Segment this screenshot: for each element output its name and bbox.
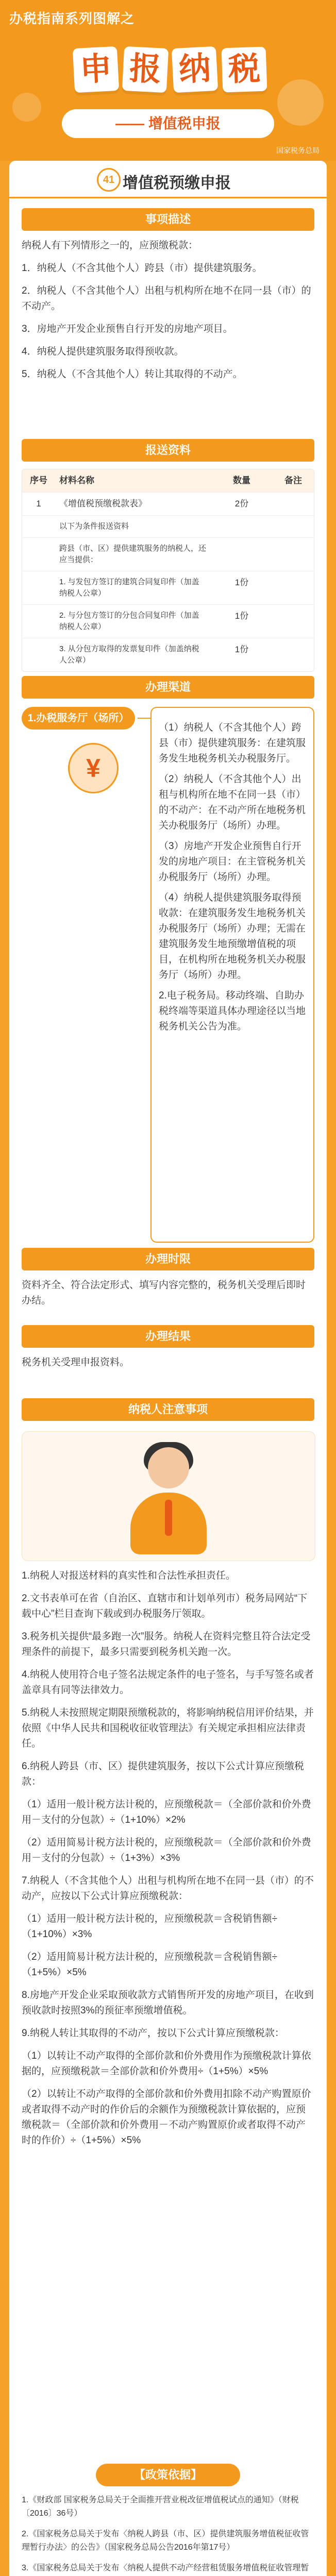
table-row (22, 492, 314, 515)
decor-circle-right (277, 79, 324, 126)
table-cell: 3. 从分包方取得的发票复印件（加盖纳税人公章） (59, 645, 199, 665)
policy-line-1: 1.《财政部 国家税务总局关于全面推开营业税改征增值税试点的通知》（财税〔2016〕36号） (22, 2496, 299, 2518)
person-illustration (22, 1431, 315, 1561)
table-cell (273, 538, 314, 571)
table-cell (273, 516, 314, 537)
hero (0, 32, 336, 161)
flow-connector (138, 718, 151, 719)
table-cell: 1份 (234, 611, 249, 621)
table-cell: 2份 (234, 499, 249, 509)
desc-line-2: 1．纳税人（不含其他个人）跨县（市）提供建筑服务。 (22, 263, 262, 274)
table-row (22, 515, 314, 537)
table-header-cell: 备注 (284, 476, 302, 485)
channel-line-2: （2）纳税人（不含其他个人）出租与机构所在地不在同一县（市）的不动产：在不动产所在地税务机关办税服务厅（场所）办理。 (159, 774, 306, 831)
table-row (22, 571, 314, 604)
table-cell: 1份 (234, 645, 249, 654)
hero-char-2: 报 (122, 46, 169, 93)
table-cell: 以下为条件报送资料 (59, 522, 129, 531)
notes-line-9: 7.纳税人（不含其他个人）出租与机构所在地不在同一县（市）的不动产，应按以下公式计算应预缴税款： (22, 1875, 314, 1902)
section-notes (22, 1387, 314, 2148)
table-cell (22, 605, 55, 638)
table-cell (22, 538, 55, 571)
section-title: 事项描述 (22, 208, 314, 231)
hero-char-3: 纳 (172, 46, 218, 93)
notes-line-6: 6.纳税人跨县（市、区）提供建筑服务，按以下公式计算应预缴税款： (22, 1761, 304, 1787)
table-cell (22, 516, 55, 537)
section-title: 报送资料 (22, 439, 314, 462)
desc-line-6: 5．纳税人（不含其他个人）转让其取得的不动产。 (22, 369, 243, 380)
notes-line-1: 1.纳税人对报送材料的真实性和合法性承担责任。 (22, 1570, 236, 1581)
table-cell (273, 638, 314, 671)
hero-subtitle: —— 增值税申报 (62, 109, 274, 138)
table-row (22, 638, 314, 671)
notes-line-14: （1）以转让不动产取得的全部价款和价外费用作为预缴税款计算依据的，应预缴税款＝全部价款和价外费用÷（1+5%）×5% (22, 2050, 311, 2077)
table-cell (273, 571, 314, 604)
table-header-cell: 序号 (30, 476, 47, 485)
table-cell (211, 516, 273, 537)
section-title: 办理时限 (22, 1248, 314, 1270)
notes-line-5: 5.纳税人未按照规定期限预缴税款的，将影响纳税信用评价结果，并依照《中华人民共和国税收征收管理法》有关规定承担相应法律责任。 (22, 1707, 314, 1749)
table-row (22, 604, 314, 638)
time-line-1: 资料齐全、符合法定形式、填写内容完整的，税务机关受理后即时办结。 (22, 1280, 306, 1306)
channel-pill: 1.办税服务厅（场所） (22, 707, 135, 730)
person-tie (165, 1500, 172, 1536)
materials-table (22, 469, 314, 672)
hero-char-1: 申 (73, 46, 119, 93)
content-card (9, 161, 327, 2576)
channel-line-5: 2.电子税务局。移动终端、自助办税终端等渠道具体办理途径以当地税务机关公告为准。 (159, 990, 306, 1032)
section-title: 纳税人注意事项 (22, 1398, 314, 1421)
table-cell: 1 (36, 499, 41, 509)
notes-line-12: 8.房地产开发企业采取预收款方式销售所开发的房地产项目，在收到预收款时按照3%的预征率预缴增值税。 (22, 1990, 314, 2016)
brand-main: 办税指南系列图解之 (9, 11, 135, 26)
channel-box (150, 707, 314, 1243)
desc-line-5: 4．纳税人提供建筑服务取得预收款。 (22, 346, 184, 357)
section-materials (22, 439, 314, 672)
decor-circle-left (12, 93, 41, 122)
table-cell (22, 638, 55, 671)
notes-line-8: （2）适用简易计税方法计税的，应预缴税款＝（全部价款和价外费用－支付的分包款）÷（1+3%）×3% (22, 1837, 311, 1863)
notes-line-10: （1）适用一般计税方法计税的，应预缴税款＝含税销售额÷（1+10%）×3% (22, 1913, 277, 1940)
policy-line-2: 2.《国家税务总局关于发布〈纳税人跨县（市、区）提供建筑服务增值税征收管理暂行办法〉的公告》（国家税务总局公告2016年第17号） (22, 2530, 309, 2552)
notes-line-2: 2.文书表单可在省（自治区、直辖市和计划单列市）税务局网站“下载中心”栏目查询下载或到办税服务厅领取。 (22, 1593, 308, 1619)
hero-tag: 国家税务总局 (276, 146, 320, 155)
section-description (22, 208, 314, 382)
table-cell (211, 538, 273, 571)
hero-char-4: 税 (222, 47, 267, 93)
section-time (22, 1248, 314, 1309)
money-bag-icon (68, 743, 119, 793)
hero-big-title (72, 47, 268, 109)
table-header-cell: 数量 (233, 476, 250, 485)
channel-line-4: （4）纳税人提供建筑服务取得预收款：在建筑服务发生地税务机关办税服务厅（场所）办理；无需在建筑服务发生地预缴增值税的项目，在机构所在地税务机关办税服务厅（场所）办理。 (159, 892, 306, 980)
desc-line-1: 纳税人有下列情形之一的，应预缴税款： (22, 240, 198, 251)
table-header-cell: 材料名称 (59, 476, 94, 485)
section-policy (22, 2464, 314, 2576)
desc-line-4: 3．房地产开发企业预售自行开发的房地产项目。 (22, 324, 233, 334)
table-cell: 1. 与发包方签订的建筑合同复印件（加盖纳税人公章） (59, 578, 199, 598)
table-cell: 2. 与分包方签订的分包合同复印件（加盖纳税人公章） (59, 611, 199, 631)
item-title: 增值税预缴申报 (123, 175, 231, 192)
policy-line-3: 3.《国家税务总局关于发布〈纳税人提供不动产经营租赁服务增值税征收管理暂 (22, 2564, 309, 2572)
channel-line-1: （1）纳税人（不含其他个人）跨县（市）提供建筑服务：在建筑服务发生地税务机关办税服务厅。 (159, 722, 306, 764)
result-line-1: 税务机关受理申报资料。 (22, 1357, 130, 1368)
section-result (22, 1325, 314, 1370)
notes-line-4: 4.纳税人使用符合电子签名法规定条件的电子签名，与手写签名或者盖章具有同等法律效力。 (22, 1669, 314, 1696)
channel-line-3: （3）房地产开发企业预售自行开发的房地产项目：在主管税务机关办税服务厅（场所）办理。 (159, 841, 306, 883)
channel-flow (22, 707, 314, 1243)
desc-line-3: 2．纳税人（不含其他个人）出租与机构所在地不在同一县（市）的不动产。 (22, 285, 311, 312)
item-number: 41 (97, 168, 121, 192)
table-cell: 《增值税预缴税款表》 (59, 499, 147, 509)
notes-line-3: 3.税务机关提供“最多跑一次”服务。纳税人在资料完整且符合法定受理条件的前提下，最多只需要到税务机关跑一次。 (22, 1631, 311, 1657)
table-header-row (22, 469, 314, 492)
section-title: 办理渠道 (22, 676, 314, 699)
table-cell: 跨县（市、区）提供建筑服务的纳税人，还应当提供： (59, 544, 207, 564)
section-channel (22, 676, 314, 1243)
table-cell (273, 493, 314, 515)
section-title: 办理结果 (22, 1325, 314, 1348)
table-cell (22, 571, 55, 604)
brand-title (9, 8, 138, 27)
notes-line-13: 9.纳税人转让其取得的不动产，按以下公式计算应预缴税款： (22, 2028, 284, 2039)
notes-line-15: （2）以转让不动产取得的全部价款和价外费用扣除不动产购置原价或者取得不动产时的作价后的余额作为预缴税款计算依据的，应预缴税款＝（全部价款和价外费用－不动产购置原价或者取得不动产时的作价）÷（1+5%）×5% (22, 2089, 311, 2146)
table-row (22, 537, 314, 571)
table-cell: 1份 (234, 578, 249, 587)
notes-line-11: （2）适用简易计税方法计税的，应预缴税款＝含税销售额÷（1+5%）×5% (22, 1952, 277, 1978)
notes-line-7: （1）适用一般计税方法计税的，应预缴税款＝（全部价款和价外费用－支付的分包款）÷（1+10%）×2% (22, 1799, 311, 1825)
table-cell (273, 605, 314, 638)
content-header (9, 161, 327, 198)
person-head (148, 1447, 189, 1488)
top-banner (0, 0, 336, 32)
policy-title: 【政策依据】 (96, 2464, 240, 2486)
